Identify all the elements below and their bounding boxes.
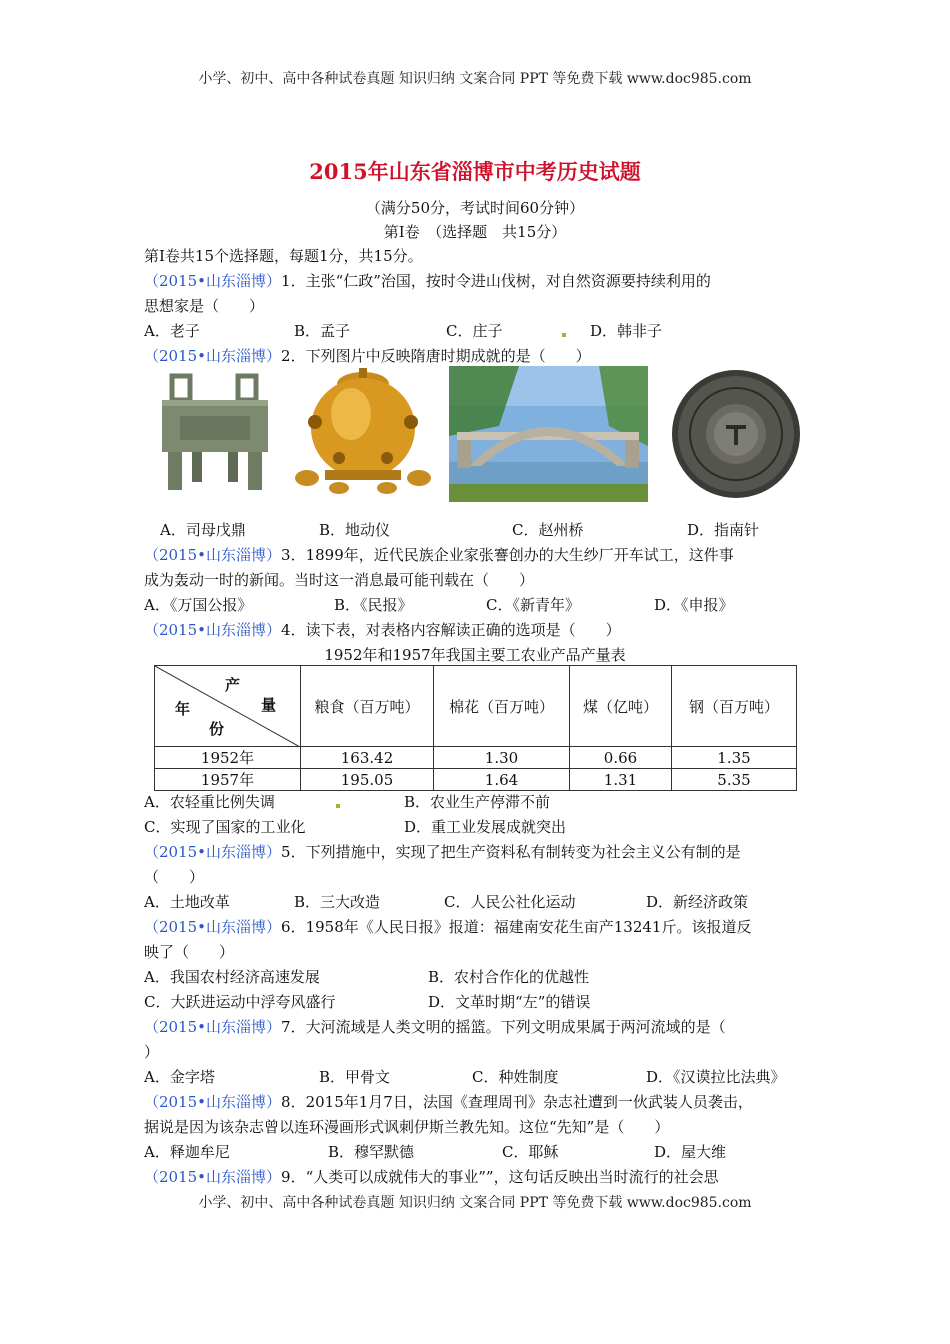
q6-option-d: D．文革时期“左”的错误	[428, 993, 591, 1011]
q7-option-c: C．种姓制度	[472, 1068, 559, 1086]
q1-option-c: C．庄子	[446, 322, 503, 340]
q2-option-a: A．司母戊鼎	[160, 521, 246, 539]
col-header-steel: 钢（百万吨）	[672, 666, 797, 747]
question-1: （2015•山东淄博）1．主张“仁政”治国，按时令进山伐树，对自然资源要持续利用的	[144, 272, 711, 290]
col-header-coal: 煤（亿吨）	[570, 666, 672, 747]
q3-option-d: D．《申报》	[654, 596, 734, 614]
table-cell: 163.42	[301, 747, 434, 769]
question-5: （2015•山东淄博）5．下列措施中，实现了把生产资料私有制转变为社会主义公有制的是	[144, 843, 741, 861]
table-cell: 0.66	[570, 747, 672, 769]
table-row	[155, 747, 797, 769]
q1-option-b: B．孟子	[294, 322, 351, 340]
q7-option-a: A．金字塔	[144, 1068, 215, 1086]
q5-option-b: B．三大改造	[294, 893, 381, 911]
q5-option-d: D．新经济政策	[646, 893, 749, 911]
question-3: （2015•山东淄博）3．1899年，近代民族企业家张謇创办的大生纱厂开车试工，这件事	[144, 546, 734, 564]
table-row	[155, 769, 797, 791]
q7-option-d: D．《汉谟拉比法典》	[646, 1068, 786, 1086]
q8-option-b: B．穆罕默德	[328, 1143, 415, 1161]
table-cell: 1.31	[570, 769, 672, 791]
row-year: 1957年	[155, 769, 301, 791]
question-7: （2015•山东淄博）7．大河流域是人类文明的摇篮。下列文明成果属于两河流域的是（	[144, 1018, 726, 1036]
source-tag: （2015•山东淄博）	[144, 272, 282, 290]
q3-option-b: B．《民报》	[334, 596, 413, 614]
question-7-cont: ）	[144, 1043, 160, 1061]
q3-option-a: A．《万国公报》	[144, 596, 253, 614]
question-1-cont: 思想家是（ ）	[144, 297, 265, 315]
q3-option-c: C．《新青年》	[486, 596, 580, 614]
section-heading: 第Ⅰ卷 （选择题 共15分）	[383, 223, 567, 241]
q6-option-a: A．我国农村经济高速发展	[144, 968, 320, 986]
q1-option-a: A．老子	[144, 322, 200, 340]
question-6-cont: 映了（ ）	[144, 943, 235, 961]
page-title: 2015年山东省淄博市中考历史试题	[309, 159, 641, 184]
q8-option-c: C．耶稣	[502, 1143, 559, 1161]
question-8: （2015•山东淄博）8．2015年1月7日，法国《查理周刊》杂志社遭到一伙武装人员袭击，	[144, 1093, 753, 1111]
stray-dot	[562, 333, 566, 337]
row-year: 1952年	[155, 747, 301, 769]
q4-option-b: B．农业生产停滞不前	[404, 793, 551, 811]
question-4: （2015•山东淄博）4．读下表，对表格内容解读正确的选项是（ ）	[144, 621, 621, 639]
question-5-cont: （ ）	[144, 868, 205, 886]
page-footer: 小学、初中、高中各种试卷真题 知识归纳 文案合同 PPT 等免费下载 www.doc985.com	[198, 1195, 752, 1211]
page-subtitle: （满分50分，考试时间60分钟）	[365, 199, 585, 217]
col-header-grain: 粮食（百万吨）	[301, 666, 434, 747]
q4-option-c: C．实现了国家的工业化	[144, 818, 306, 836]
q2-option-d: D．指南针	[687, 521, 760, 539]
q8-option-a: A．释迦牟尼	[144, 1143, 230, 1161]
question-2: （2015•山东淄博）2．下列图片中反映隋唐时期成就的是（ ）	[144, 347, 591, 365]
q1-option-d: D．韩非子	[590, 322, 663, 340]
q7-option-b: B．甲骨文	[319, 1068, 391, 1086]
table-corner-cell: 产 量 年 份	[155, 666, 301, 747]
q6-option-b: B．农村合作化的优越性	[428, 968, 590, 986]
q5-option-a: A．土地改革	[144, 893, 230, 911]
table-cell: 195.05	[301, 769, 434, 791]
question-8-cont: 据说是因为该杂志曾以连环漫画形式讽刺伊斯兰教先知。这位“先知”是（ ）	[144, 1118, 670, 1136]
seismograph-image	[289, 366, 437, 496]
question-9: （2015•山东淄博）9．“人类可以成就伟大的事业””，这句话反映出当时流行的社会思	[144, 1168, 719, 1186]
table-cell: 1.30	[434, 747, 570, 769]
table-title: 1952年和1957年我国主要工农业产品产量表	[324, 646, 626, 664]
zhaozhou-bridge-image	[449, 366, 648, 502]
q2-option-c: C．赵州桥	[512, 521, 584, 539]
col-header-cotton: 棉花（百万吨）	[434, 666, 570, 747]
q6-option-c: C．大跃进运动中浮夸风盛行	[144, 993, 336, 1011]
stray-dot	[336, 804, 340, 808]
q4-option-d: D．重工业发展成就突出	[404, 818, 567, 836]
table-cell: 1.35	[672, 747, 797, 769]
page-header: 小学、初中、高中各种试卷真题 知识归纳 文案合同 PPT 等免费下载 www.doc985.com	[198, 71, 752, 87]
q5-option-c: C．人民公社化运动	[444, 893, 576, 911]
question-6: （2015•山东淄博）6．1958年《人民日报》报道：福建南安花生亩产13241斤。该报道反	[144, 918, 752, 936]
table-cell: 1.64	[434, 769, 570, 791]
table-cell: 5.35	[672, 769, 797, 791]
ding-image	[150, 372, 280, 496]
q2-option-b: B．地动仪	[319, 521, 391, 539]
q8-option-d: D．屋大维	[654, 1143, 727, 1161]
q4-option-a: A．农轻重比例失调	[144, 793, 275, 811]
question-3-cont: 成为轰动一时的新闻。当时这一消息最可能刊载在（ ）	[144, 571, 535, 589]
compass-image	[671, 367, 801, 501]
section-intro: 第Ⅰ卷共15个选择题，每题1分，共15分。	[144, 247, 423, 265]
production-table	[154, 665, 797, 791]
